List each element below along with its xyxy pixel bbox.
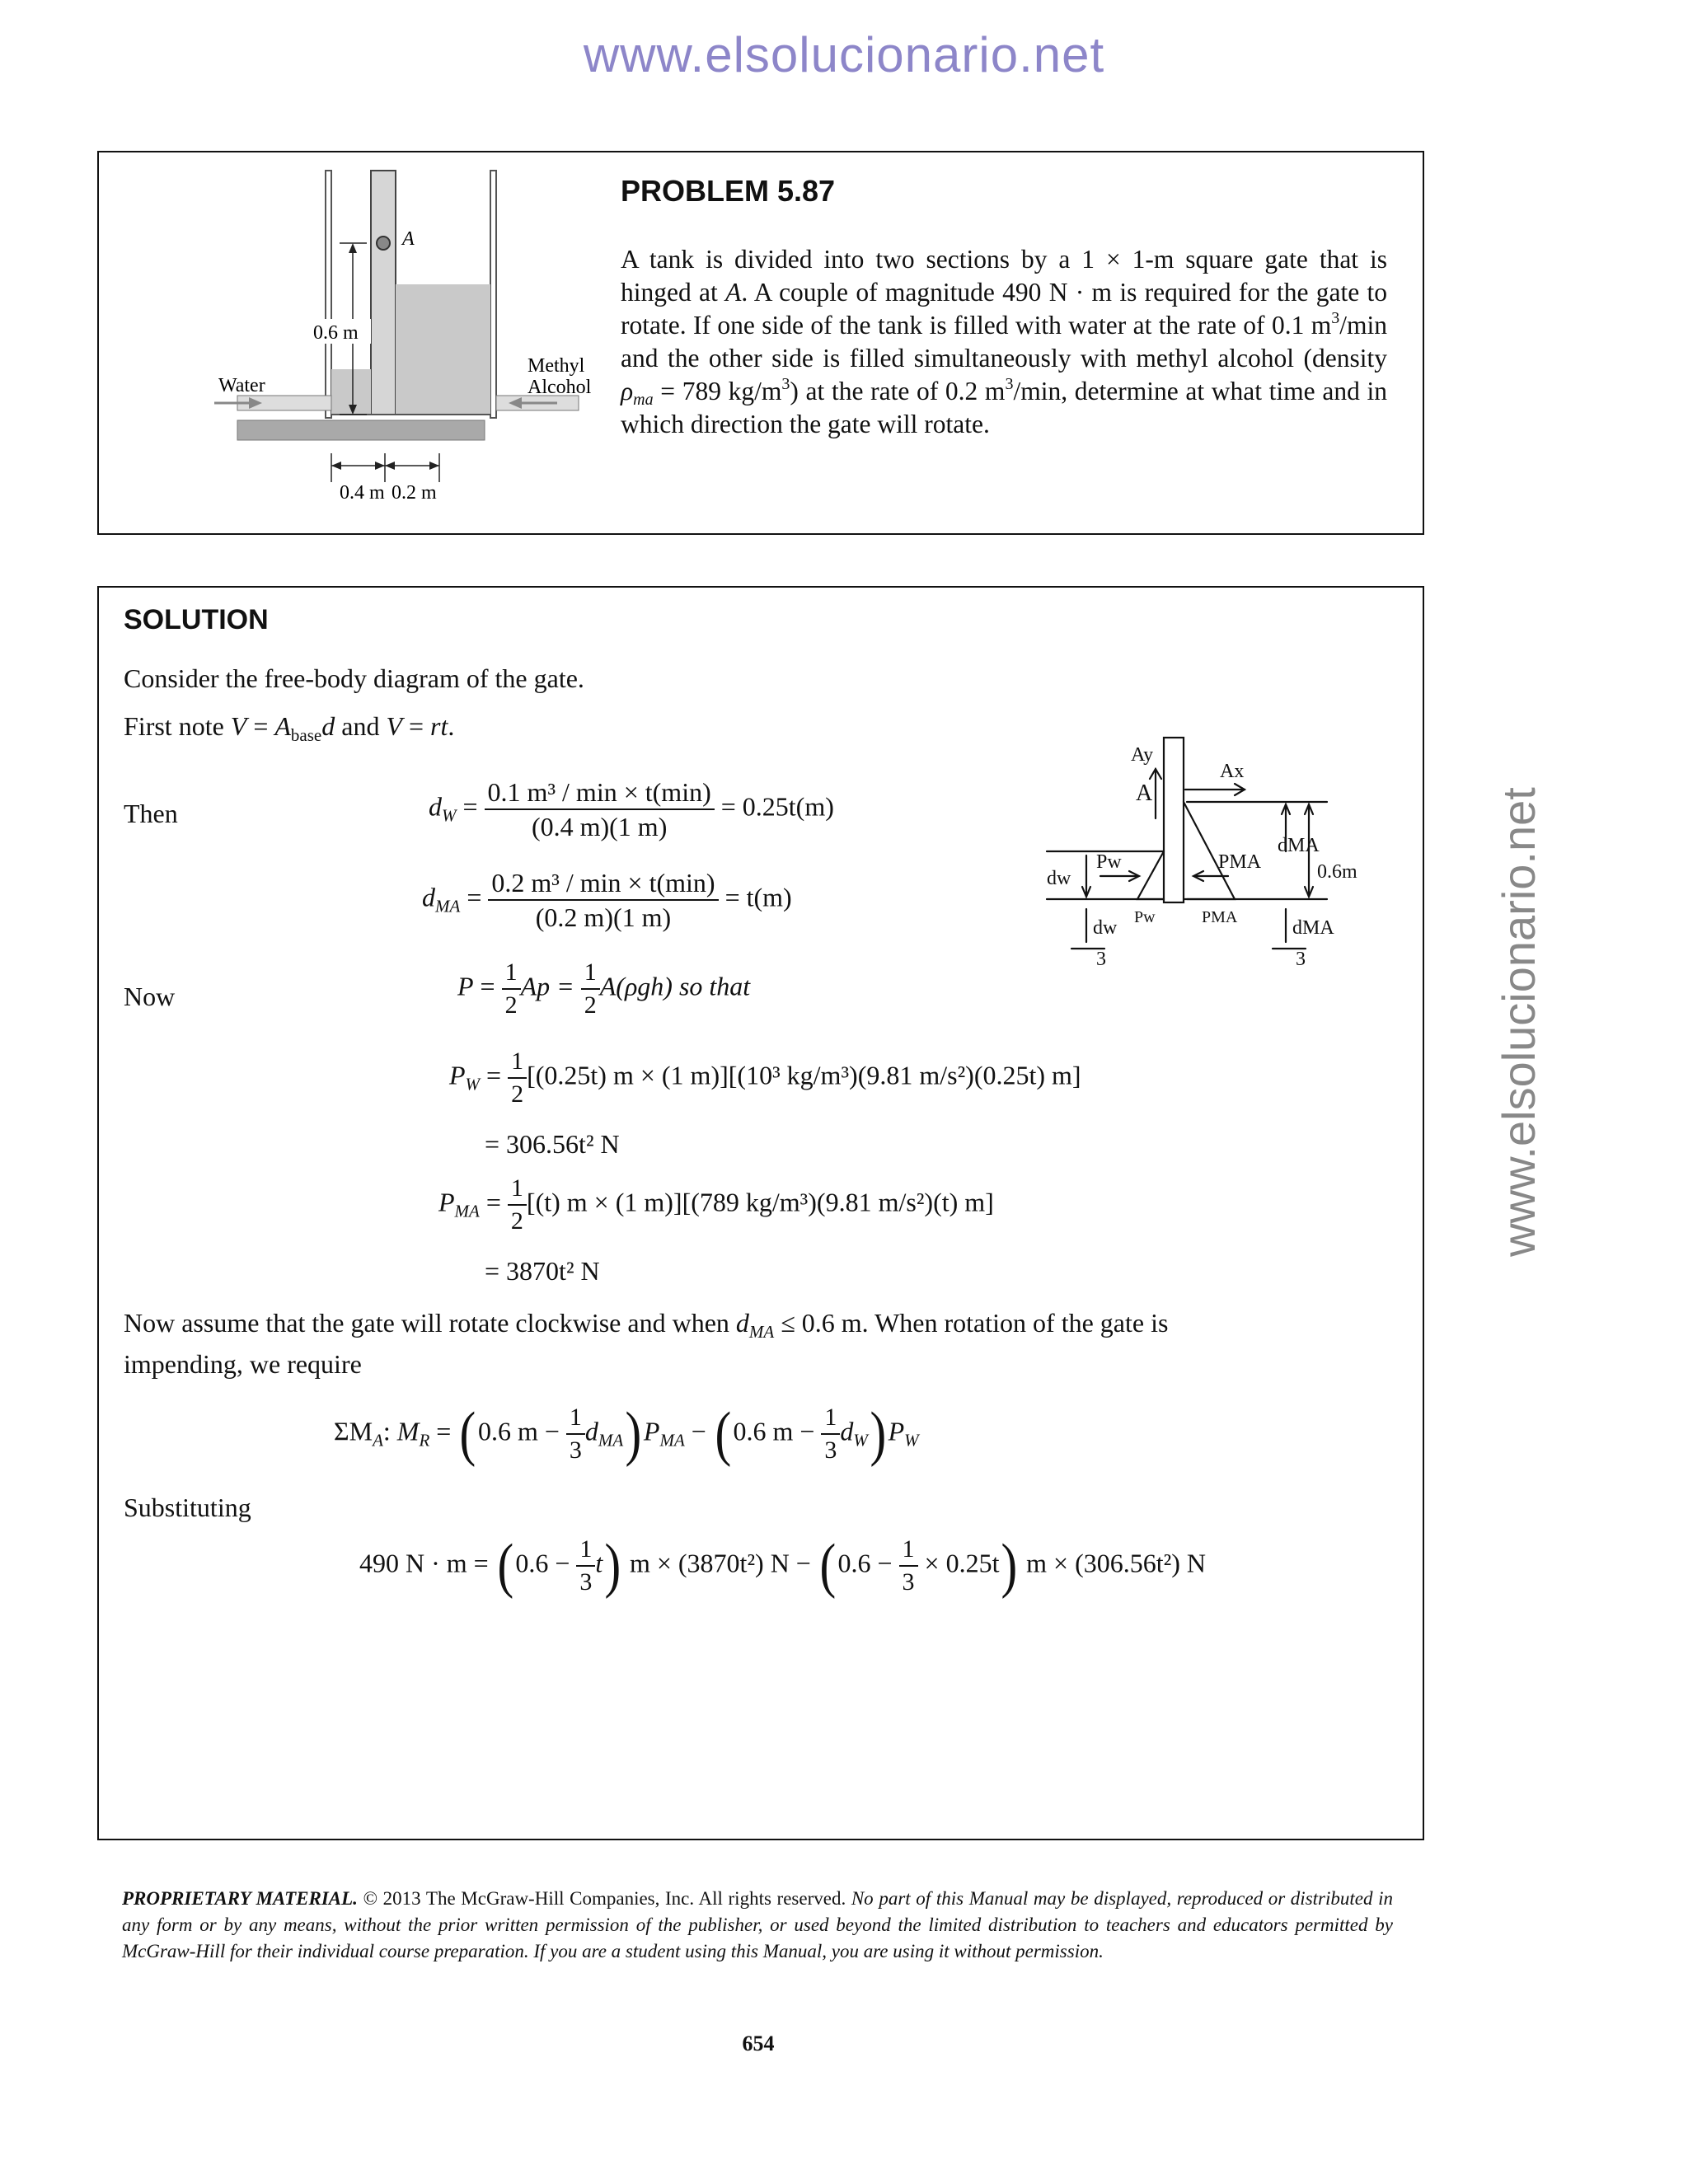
fbd-label-three-right: 3 xyxy=(1296,949,1306,967)
fbd-label-a: A xyxy=(1136,780,1153,806)
figure-label-right-width: 0.2 m xyxy=(392,482,437,504)
substituting-label: Substituting xyxy=(124,1493,251,1522)
pw-equation: $P_W$ = $\frac{1}{2}$ [(0.25t) m × (1 m)][(10³ kg/m³)(9.81 m/s²)(0.25t) m] xyxy=(449,1047,1081,1108)
figure-label-methyl: Methyl xyxy=(528,355,585,377)
fbd-label-dw3: dw xyxy=(1093,917,1118,939)
assumption-line-1: Now assume that the gate will rotate clockwise and when $d_{MA} \le 0.6$ m. When rotation of the gate is xyxy=(124,1308,1169,1342)
problem-title: PROBLEM 5.87 xyxy=(621,174,836,208)
watermark-top[interactable]: www.elsolucionario.net xyxy=(583,27,1105,82)
solution-box xyxy=(97,586,1424,1840)
tank-figure xyxy=(157,169,618,523)
free-body-diagram xyxy=(940,736,1401,967)
fbd-label-bottom-pw: Pw xyxy=(1134,908,1156,926)
figure-label-alcohol: Alcohol xyxy=(528,377,592,398)
fbd-label-pw: Pw xyxy=(1096,851,1122,873)
problem-statement: A tank is divided into two sections by a 1 × 1-m square gate that is hinged at A. A couple of magnitude 490 N · m is required for the gate to rotate. If one side of the tank is filled with water at the rate of 0.1 $m^3/\min$ and the other side is filled simultaneously with methyl alcohol (density $\rho_{ma} = 789$ $kg/m^3$) at the rate of 0.2 $m^3/\min$, determine at what time and in which direction the gate will rotate. xyxy=(621,245,1387,438)
moment-equation: $\Sigma M_A$: $M_R = (0.6$ m − $\frac{1}{3}$ $d_{MA})P_{MA} - (0.6$ m − $\frac{1}{3}$ $d_W)P_W$ xyxy=(334,1400,919,1468)
solution-intro: Consider the free-body diagram of the gate. xyxy=(124,663,584,693)
figure-label-left-width: 0.4 m xyxy=(340,482,385,504)
copyright-footer: PROPRIETARY MATERIAL. © 2013 The McGraw-Hill Companies, Inc. All rights reserved. No part of this Manual may be displayed, reproduced or distributed in any form or by any means, without the prior written permission of the publisher, or used beyond the limited distribution to teachers and educators permitted by McGraw-Hill for their individual course preparation. If you are a student using this Manual, you are using it without permission. xyxy=(122,1888,1393,1961)
fbd-label-three-left: 3 xyxy=(1096,949,1106,967)
problem-box xyxy=(97,151,1424,535)
fbd-label-bottom-pma: PMA xyxy=(1202,908,1238,926)
figure-label-A: A xyxy=(402,228,415,250)
page-number: 654 xyxy=(742,2032,775,2055)
watermark-side[interactable]: www.elsolucionario.net xyxy=(1493,787,1545,1257)
fbd-label-height: 0.6m xyxy=(1317,861,1357,883)
dw-equation: $d_W$ = $\frac{\text{0.1 m³ / min × t(min)}}{(0.4 m)(1 m)}$ = 0.25t(m) xyxy=(429,777,834,841)
final-equation: 490 N · m = (0.6 − $\frac{1}{3}$ t) m × (3870t²) N − (0.6 − $\frac{1}{3}$ × 0.25t) m × (306.56t²) N xyxy=(359,1532,1206,1600)
fbd-label-dma3: dMA xyxy=(1292,917,1334,939)
solution-title: SOLUTION xyxy=(124,604,269,635)
fbd-label-ax: Ax xyxy=(1220,761,1245,782)
fbd-label-dma: dMA xyxy=(1278,835,1320,856)
pressure-force-equation: P = $\frac{1}{2}$ Ap = $\frac{1}{2}$ A(ρgh) so that xyxy=(457,958,751,1019)
pw-result: = 306.56t² N xyxy=(485,1129,620,1159)
now-label: Now xyxy=(124,982,176,1011)
pma-result: = 3870t² N xyxy=(485,1256,600,1286)
dma-equation: $d_{MA}$ = $\frac{\text{0.2 m³ / min × t(min)}}{(0.2 m)(1 m)}$ = t(m) xyxy=(422,868,792,932)
assumption-line-2: impending, we require xyxy=(124,1349,362,1379)
figure-label-water: Water xyxy=(218,375,265,396)
volume-relation: First note $V = A_{base}d$ and V = rt. xyxy=(124,711,455,745)
fbd-label-dw: dw xyxy=(1047,868,1071,889)
then-label: Then xyxy=(124,799,178,828)
figure-label-height: 0.6 m xyxy=(313,322,359,344)
fbd-label-pma: PMA xyxy=(1218,851,1262,873)
fbd-label-ay: Ay xyxy=(1131,744,1154,766)
pma-equation: $P_{MA}$ = $\frac{1}{2}$ [(t) m × (1 m)][(789 kg/m³)(9.81 m/s²)(t) m] xyxy=(438,1174,994,1235)
